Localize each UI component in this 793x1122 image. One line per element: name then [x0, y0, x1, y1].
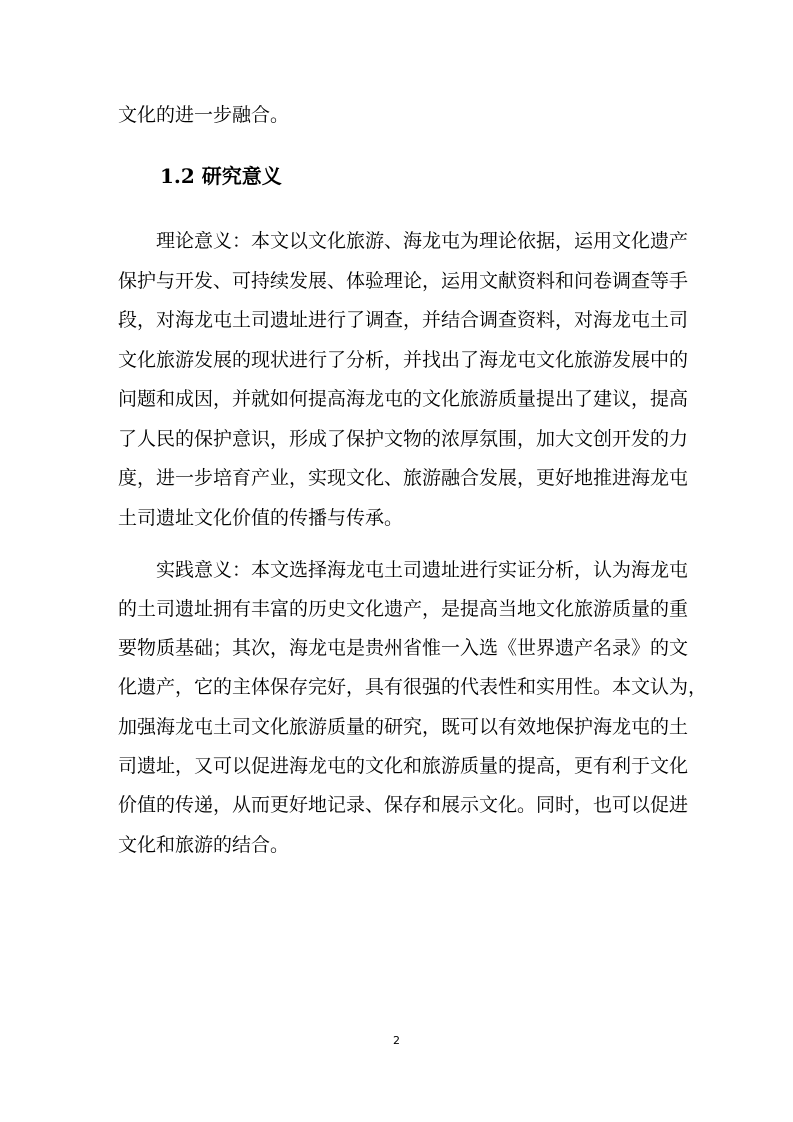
paragraph-line: 实践意义：本文选择海龙屯土司遗址进行实证分析，认为海龙屯	[156, 559, 689, 581]
paragraph-line: 了人民的保护意识，形成了保护文物的浓厚氛围，加大文创开发的力	[118, 428, 689, 450]
paragraph-line: 的土司遗址拥有丰富的历史文化遗产，是提高当地文化旅游质量的重	[118, 598, 689, 620]
paragraph-line: 司遗址，又可以促进海龙屯的文化和旅游质量的提高，更有利于文化	[118, 755, 689, 777]
paragraph-line: 文化和旅游的结合。	[118, 834, 290, 856]
paragraph-line: 要物质基础；其次，海龙屯是贵州省惟一入选《世界遗产名录》的文	[118, 637, 689, 659]
page-number: 2	[393, 1034, 400, 1047]
paragraph-line: 文化旅游发展的现状进行了分析，并找出了海龙屯文化旅游发展中的	[118, 349, 689, 371]
paragraph-line: 问题和成因，并就如何提高海龙屯的文化旅游质量提出了建议，提高	[118, 388, 689, 410]
paragraph-line: 加强海龙屯土司文化旅游质量的研究，既可以有效地保护海龙屯的土	[118, 716, 689, 738]
section-heading: 1.2 研究意义	[160, 164, 282, 188]
paragraph-line: 化遗产，它的主体保存完好，具有很强的代表性和实用性。本文认为，	[118, 676, 708, 698]
paragraph-line: 价值的传递，从而更好地记录、保存和展示文化。同时，也可以促进	[118, 794, 689, 816]
paragraph-line: 保护与开发、可持续发展、体验理论，运用文献资料和问卷调查等手	[118, 270, 689, 292]
paragraph-line: 段，对海龙屯土司遗址进行了调查，并结合调查资料，对海龙屯土司	[118, 309, 689, 331]
paragraph-line: 度，进一步培育产业，实现文化、旅游融合发展，更好地推进海龙屯	[118, 467, 689, 489]
paragraph-line: 土司遗址文化价值的传播与传承。	[118, 507, 404, 529]
paragraph-line: 理论意义：本文以文化旅游、海龙屯为理论依据，运用文化遗产	[156, 230, 689, 252]
intro-tail-line: 文化的进一步融合。	[118, 104, 290, 126]
